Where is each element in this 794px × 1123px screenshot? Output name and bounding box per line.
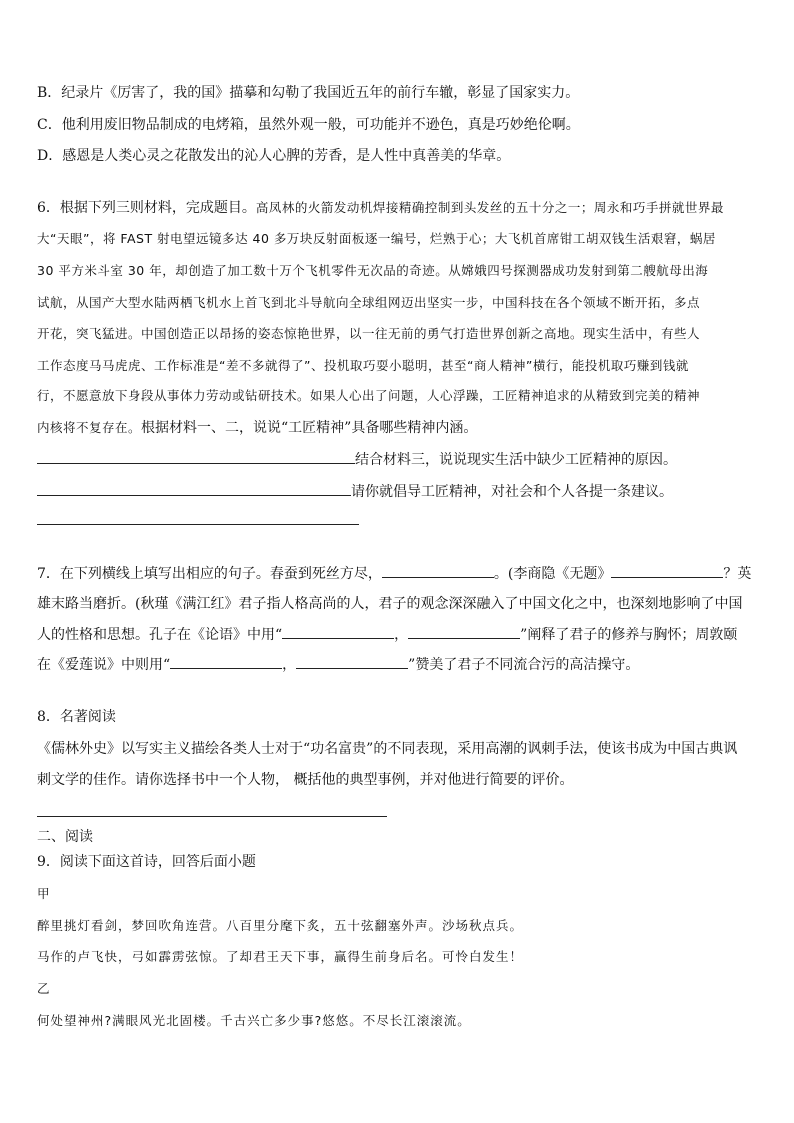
option-d: D．感恩是人类心灵之花散发出的沁人心脾的芳香，是人性中真善美的华章。: [37, 148, 511, 164]
q7-text: ”赞美了君子不同流合污的高洁操守。: [408, 657, 640, 673]
q6-ask-3: 请你就倡导工匠精神，对社会和个人各提一条建议。: [351, 484, 673, 500]
q6-material-line: 30 平方米斗室 30 年，却创造了加工数十万个飞机零件无次品的奇迹。从嫦娥四号探测器成功发射到第二艘航母出海: [37, 263, 709, 278]
answer-blank[interactable]: [37, 816, 387, 817]
q7-comma: ，: [282, 657, 297, 673]
answer-blank[interactable]: [37, 481, 351, 496]
q7-line-4: [37, 654, 639, 674]
q7-text: 7．在下列横线上填写出相应的句子。春蚕到死丝方尽，: [37, 566, 382, 582]
section-title: 二、阅读: [37, 829, 93, 845]
poem-yi-label: 乙: [37, 981, 51, 996]
poem-jia-line-1: 醉里挑灯看剑，梦回吹角连营。八百里分麾下炙，五十弦翻塞外声。沙场秋点兵。: [37, 918, 524, 933]
q9-title: 9．阅读下面这首诗，回答后面小题: [37, 854, 256, 870]
q6-material-line: 高凤林的火箭发动机焊接精确控制到头发丝的五十分之一；周永和巧手拼就世界最: [255, 200, 724, 215]
q7-text: ”阐释了君子的修养与胸怀；周敦颐: [520, 627, 738, 643]
q7-line-2: 雄末路当磨折。(秋瑾《满江红》君子指人格高尚的人，君子的观念深深融入了中国文化之中，也深刻地影响了中国: [37, 596, 743, 612]
q6-material-end: 内核将不复存在。: [37, 420, 142, 435]
answer-blank[interactable]: [296, 654, 408, 669]
q6-material-line: 行，不愿意放下身段从事体力劳动或钻研技术。如果人心出了问题，人心浮躁，工匠精神追求的从精致到完美的精神: [37, 388, 701, 403]
q8-line-1: 《儒林外史》以写实主义描绘各类人士对于“功名富贵”的不同表现，采用高潮的讽刺手法，使该书成为中国古典讽: [37, 741, 738, 757]
answer-blank[interactable]: [382, 563, 494, 578]
q6-ask-2: 结合材料三，说说现实生活中缺少工匠精神的原因。: [355, 452, 677, 468]
q6-intro: 6．根据下列三则材料，完成题目。: [37, 200, 256, 216]
answer-blank[interactable]: [282, 624, 394, 639]
poem-jia-line-2: 马作的卢飞快，弓如霹雳弦惊。了却君王天下事，赢得生前身后名。可怜白发生！: [37, 949, 524, 964]
q8-line-2: 刺文学的佳作。请你选择书中一个人物， 概括他的典型事例，并对他进行简要的评价。: [37, 772, 574, 788]
q6-material-line: 开花，突飞猛进。中国创造正以昂扬的姿态惊艳世界，以一往无前的勇气打造世界创新之高地。现实生活中，有些人: [37, 326, 701, 341]
q7-line-3: [37, 624, 737, 644]
q8-title: 8．名著阅读: [37, 709, 116, 725]
q7-text: 在《爱莲说》中则用“: [37, 657, 171, 673]
q6-ask-1: 根据材料一、二，说说“工匠精神”具备哪些精神内涵。: [141, 420, 478, 436]
answer-blank[interactable]: [37, 524, 359, 525]
q6-material-line: 大“天眼”，将 FAST 射电望远镜多达 40 多万块反射面板逐一编号，烂熟于心；大飞机首席钳工胡双钱生活艰窘，蜗居: [37, 231, 716, 246]
answer-blank[interactable]: [611, 563, 723, 578]
answer-blank[interactable]: [408, 624, 520, 639]
q6-ask-3-line: [37, 481, 673, 501]
q7-text: ？英: [723, 566, 752, 582]
option-b: B．纪录片《厉害了，我的国》描摹和勾勒了我国近五年的前行车辙，彰显了国家实力。: [37, 85, 580, 101]
q6-ask-2-line: [37, 449, 677, 469]
q6-material-line: 工作态度马马虎虎、工作标准是“差不多就得了”、投机取巧耍小聪明，甚至“商人精神”横行，能投机取巧赚到钱就: [37, 358, 689, 373]
q6-ask-1-line: [37, 417, 477, 437]
q7-line-1: [37, 563, 751, 583]
q7-text: 。(李商隐《无题》: [493, 566, 612, 582]
q7-comma: ，: [394, 627, 409, 643]
poem-yi-line-1: 何处望神州?满眼风光北固楼。千古兴亡多少事?悠悠。不尽长江滚滚流。: [37, 1013, 471, 1028]
answer-blank[interactable]: [37, 449, 355, 464]
option-c: C．他利用废旧物品制成的电烤箱，虽然外观一般，可功能并不逊色，真是巧妙绝伦啊。: [37, 117, 580, 133]
poem-jia-label: 甲: [37, 886, 51, 901]
q7-text: 人的性格和思想。孔子在《论语》中用“: [37, 627, 283, 643]
q6-line-1: [37, 197, 724, 217]
q6-material-line: 试航，从国产大型水陆两栖飞机水上首飞到北斗导航向全球组网迈出坚实一步，中国科技在各个领域不断开拓，多点: [37, 295, 701, 310]
answer-blank[interactable]: [170, 654, 282, 669]
